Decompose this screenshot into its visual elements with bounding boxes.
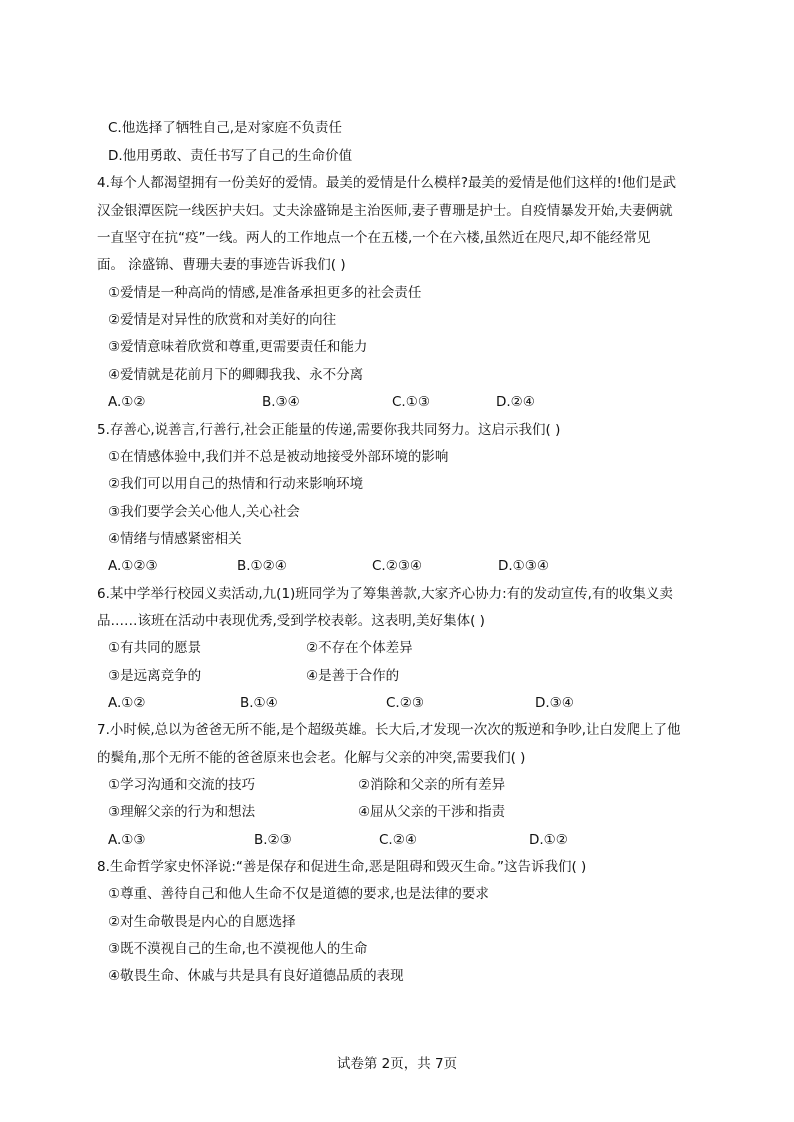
q7-statement-3: ③理解父亲的行为和想法 — [108, 804, 256, 820]
q4-choice-c: C.①③ — [392, 394, 430, 410]
q6-choice-d: D.③④ — [535, 695, 574, 711]
q5-choice-d: D.①③④ — [498, 558, 549, 574]
q7-choice-b: B.②③ — [254, 832, 292, 848]
q7-stem-line-1: 7.小时候,总以为爸爸无所不能,是个超级英雄。长大后,才发现一次次的叛逆和争吵,让白发爬上了他 — [97, 722, 681, 738]
q4-stem-line-4: 面。 涂盛锦、曹珊夫妻的事迹告诉我们( ) — [97, 257, 346, 273]
q6-stem-line-1: 6.某中学举行校园义卖活动,九(1)班同学为了筹集善款,大家齐心协力:有的发动宣传,有的收集义卖 — [97, 586, 673, 602]
q3-option-d: D.他用勇敢、责任书写了自己的生命价值 — [108, 148, 353, 164]
q8-statement-4: ④敬畏生命、休戚与共是具有良好道德品质的表现 — [108, 968, 404, 984]
q7-choice-a: A.①③ — [108, 832, 146, 848]
q4-choice-b: B.③④ — [262, 394, 300, 410]
q6-choice-b: B.①④ — [240, 695, 278, 711]
q6-choice-c: C.②③ — [386, 695, 424, 711]
q5-choice-b: B.①②④ — [237, 558, 287, 574]
q4-choice-a: A.①② — [108, 394, 146, 410]
q5-choice-c: C.②③④ — [372, 558, 423, 574]
q6-choice-a: A.①② — [108, 695, 146, 711]
q7-statement-1: ①学习沟通和交流的技巧 — [108, 777, 256, 793]
q6-statement-2: ②不存在个体差异 — [306, 640, 413, 656]
q5-statement-2: ②我们可以用自己的热情和行动来影响环境 — [108, 476, 364, 492]
q4-stem-line-1: 4.每个人都渴望拥有一份美好的爱情。最美的爱情是什么模样?最美的爱情是他们这样的!他们是武 — [97, 175, 676, 191]
q4-stem-line-3: 一直坚守在抗“疫”一线。两人的工作地点一个在五楼,一个在六楼,虽然近在咫尺,却不能经常见 — [97, 230, 651, 246]
q8-stem: 8.生命哲学家史怀泽说:“善是保存和促进生命,恶是阻碍和毁灭生命。”这告诉我们( ) — [97, 859, 587, 875]
q7-statement-2: ②消除和父亲的所有差异 — [358, 777, 506, 793]
q4-statement-4: ④爱情就是花前月下的卿卿我我、永不分离 — [108, 367, 364, 383]
q4-statement-3: ③爱情意味着欣赏和尊重,更需要责任和能力 — [108, 339, 368, 355]
q6-stem-line-2: 品……该班在活动中表现优秀,受到学校表彰。这表明,美好集体( ) — [97, 613, 485, 629]
q6-statement-4: ④是善于合作的 — [306, 668, 400, 684]
q4-statement-2: ②爱情是对异性的欣赏和对美好的向往 — [108, 312, 337, 328]
q5-stem: 5.存善心,说善言,行善行,社会正能量的传递,需要你我共同努力。这启示我们( ) — [97, 422, 561, 438]
q8-statement-2: ②对生命敬畏是内心的自愿选择 — [108, 914, 296, 930]
q7-stem-line-2: 的鬓角,那个无所不能的爸爸原来也会老。化解与父亲的冲突,需要我们( ) — [97, 750, 526, 766]
q4-stem-line-2: 汉金银潭医院一线医护夫妇。丈夫涂盛锦是主治医师,妻子曹珊是护士。自疫情暴发开始,夫妻俩就 — [97, 203, 673, 219]
q3-option-c: C.他选择了牺牲自己,是对家庭不负责任 — [108, 120, 343, 136]
page-footer: 试卷第 2页，共 7页 — [336, 1056, 458, 1072]
q8-statement-1: ①尊重、善待自己和他人生命不仅是道德的要求,也是法律的要求 — [108, 886, 489, 902]
q7-choice-c: C.②④ — [379, 832, 417, 848]
q4-choice-d: D.②④ — [496, 394, 535, 410]
q6-statement-3: ③是远离竞争的 — [108, 668, 202, 684]
q5-statement-4: ④情绪与情感紧密相关 — [108, 531, 242, 547]
q8-statement-3: ③既不漠视自己的生命,也不漠视他人的生命 — [108, 941, 368, 957]
q7-statement-4: ④屈从父亲的干涉和指责 — [358, 804, 506, 820]
q7-choice-d: D.①② — [529, 832, 568, 848]
q6-statement-1: ①有共同的愿景 — [108, 640, 202, 656]
q4-statement-1: ①爱情是一种高尚的情感,是准备承担更多的社会责任 — [108, 285, 422, 301]
q5-statement-3: ③我们要学会关心他人,关心社会 — [108, 504, 300, 520]
q5-choice-a: A.①②③ — [108, 558, 158, 574]
q5-statement-1: ①在情感体验中,我们并不总是被动地接受外部环境的影响 — [108, 449, 449, 465]
